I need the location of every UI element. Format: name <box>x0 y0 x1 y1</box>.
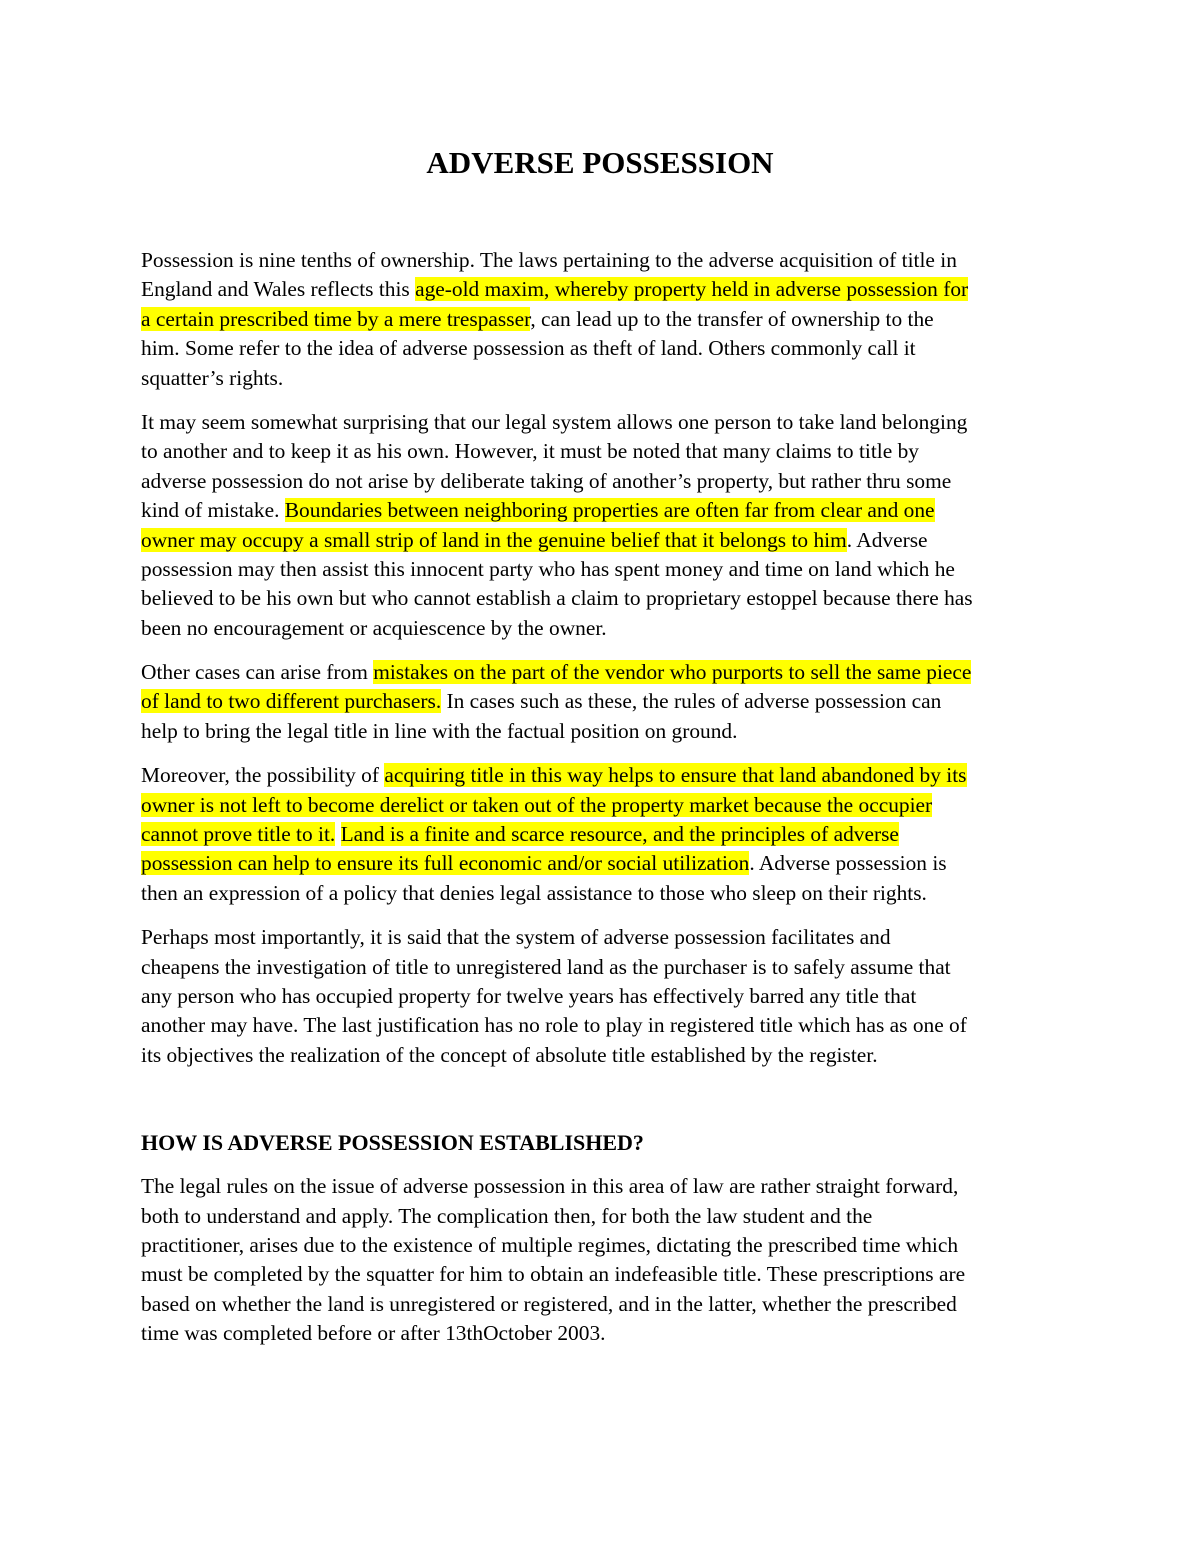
highlighted-text: Land is a finite and scarce resource, and the principles of adverse <box>340 822 899 847</box>
document-body <box>141 246 1061 1364</box>
paragraph <box>141 658 1061 746</box>
text-line <box>141 687 1061 716</box>
text-run: England and Wales reflects this <box>141 277 416 302</box>
text-line <box>141 437 1061 466</box>
intro-section <box>141 246 1061 1070</box>
text-run: The legal rules on the issue of adverse possession in this area of law are rather straight forward, <box>141 1174 959 1199</box>
text-run: Other cases can arise from <box>141 660 374 685</box>
highlighted-text: cannot prove title to it. <box>141 822 336 847</box>
paragraph <box>141 1172 1061 1348</box>
text-run: cheapens the investigation of title to unregistered land as the purchaser is to safely assume that <box>141 954 951 979</box>
text-line <box>141 1260 1061 1289</box>
highlighted-text: a certain prescribed time by a mere trespasser <box>141 306 531 331</box>
text-run: kind of mistake. <box>141 498 285 523</box>
highlighted-text: acquiring title in this way helps to ensure that land abandoned by its <box>384 763 967 788</box>
text-line <box>141 953 1061 982</box>
text-run: squatter’s rights. <box>141 365 284 390</box>
text-run: must be completed by the squatter for him to obtain an indefeasible title. These prescriptions are <box>141 1262 966 1287</box>
text-line <box>141 1011 1061 1040</box>
text-line <box>141 1041 1061 1070</box>
highlighted-text: possession can help to ensure its full economic and/or social utilization <box>141 851 750 876</box>
text-run: It may seem somewhat surprising that our legal system allows one person to take land belonging <box>141 409 968 434</box>
text-line <box>141 923 1061 952</box>
text-line <box>141 1202 1061 1231</box>
document-title: ADVERSE POSSESSION <box>426 145 774 180</box>
highlighted-text: owner is not left to become derelict or taken out of the property market because the occupier <box>141 792 933 817</box>
highlighted-text: of land to two different purchasers. <box>141 689 442 714</box>
section-heading: HOW IS ADVERSE POSSESSION ESTABLISHED? <box>141 1130 644 1156</box>
text-run: to another and to keep it as his own. However, it must be noted that many claims to title by <box>141 439 919 464</box>
text-line <box>141 1319 1061 1348</box>
text-line <box>141 717 1061 746</box>
text-line <box>141 879 1061 908</box>
text-run: Moreover, the possibility of <box>141 763 385 788</box>
text-run: practitioner, arises due to the existence of multiple regimes, dictating the prescribed time which <box>141 1232 959 1257</box>
text-line <box>141 305 1061 334</box>
text-run: Perhaps most importantly, it is said that the system of adverse possession facilitates and <box>141 925 891 950</box>
text-run: both to understand and apply. The complication then, for both the law student and the <box>141 1203 873 1228</box>
text-line <box>141 496 1061 525</box>
text-line <box>141 364 1061 393</box>
text-run: time was completed before or after 13thOctober 2003. <box>141 1321 606 1346</box>
text-run: . Adverse possession is <box>749 851 947 876</box>
text-line <box>141 658 1061 687</box>
text-run: any person who has occupied property for twelve years has effectively barred any title that <box>141 983 917 1008</box>
text-run: possession may then assist this innocent party who has spent money and time on land which he <box>141 556 955 581</box>
text-line <box>141 1290 1061 1319</box>
text-line <box>141 408 1061 437</box>
paragraph <box>141 246 1061 393</box>
highlighted-text: age-old maxim, whereby property held in adverse possession for <box>415 277 969 302</box>
text-run: adverse possession do not arise by deliberate taking of another’s property, but rather thru some <box>141 468 952 493</box>
text-run: In cases such as these, the rules of adverse possession can <box>441 689 942 714</box>
text-line <box>141 1231 1061 1260</box>
text-line <box>141 467 1061 496</box>
highlighted-text: Boundaries between neighboring properties are often far from clear and one <box>284 498 935 523</box>
established-section <box>141 1172 1061 1348</box>
text-run: another may have. The last justification has no role to play in registered title which has as one of <box>141 1013 967 1038</box>
paragraph <box>141 923 1061 1070</box>
text-run: believed to be his own but who cannot establish a claim to proprietary estoppel because there has <box>141 586 973 611</box>
text-run: help to bring the legal title in line with the factual position on ground. <box>141 718 738 743</box>
text-line <box>141 614 1061 643</box>
text-line <box>141 982 1061 1011</box>
text-run: then an expression of a policy that denies legal assistance to those who sleep on their rights. <box>141 880 927 905</box>
text-line <box>141 820 1061 849</box>
highlighted-text: owner may occupy a small strip of land in the genuine belief that it belongs to him <box>141 527 847 552</box>
text-line <box>141 1172 1061 1201</box>
text-line <box>141 334 1061 363</box>
text-run: , can lead up to the transfer of ownership to the <box>530 306 934 331</box>
text-run: . Adverse <box>846 527 928 552</box>
text-run: its objectives the realization of the concept of absolute title established by the register. <box>141 1042 878 1067</box>
highlighted-text: mistakes on the part of the vendor who purports to sell the same piece <box>373 660 972 685</box>
paragraph <box>141 761 1061 908</box>
text-line <box>141 526 1061 555</box>
paragraph <box>141 408 1061 643</box>
text-line <box>141 246 1061 275</box>
text-line <box>141 584 1061 613</box>
text-line <box>141 555 1061 584</box>
text-line <box>141 761 1061 790</box>
text-line <box>141 849 1061 878</box>
text-run: him. Some refer to the idea of adverse possession as theft of land. Others commonly call it <box>141 336 916 361</box>
text-run <box>335 822 340 846</box>
text-run: Possession is nine tenths of ownership. The laws pertaining to the adverse acquisition of title in <box>141 248 957 272</box>
text-line <box>141 275 1061 304</box>
text-run: based on whether the land is unregistered or registered, and in the latter, whether the prescribed <box>141 1291 957 1316</box>
text-line <box>141 791 1061 820</box>
text-run: been no encouragement or acquiescence by the owner. <box>141 615 607 640</box>
